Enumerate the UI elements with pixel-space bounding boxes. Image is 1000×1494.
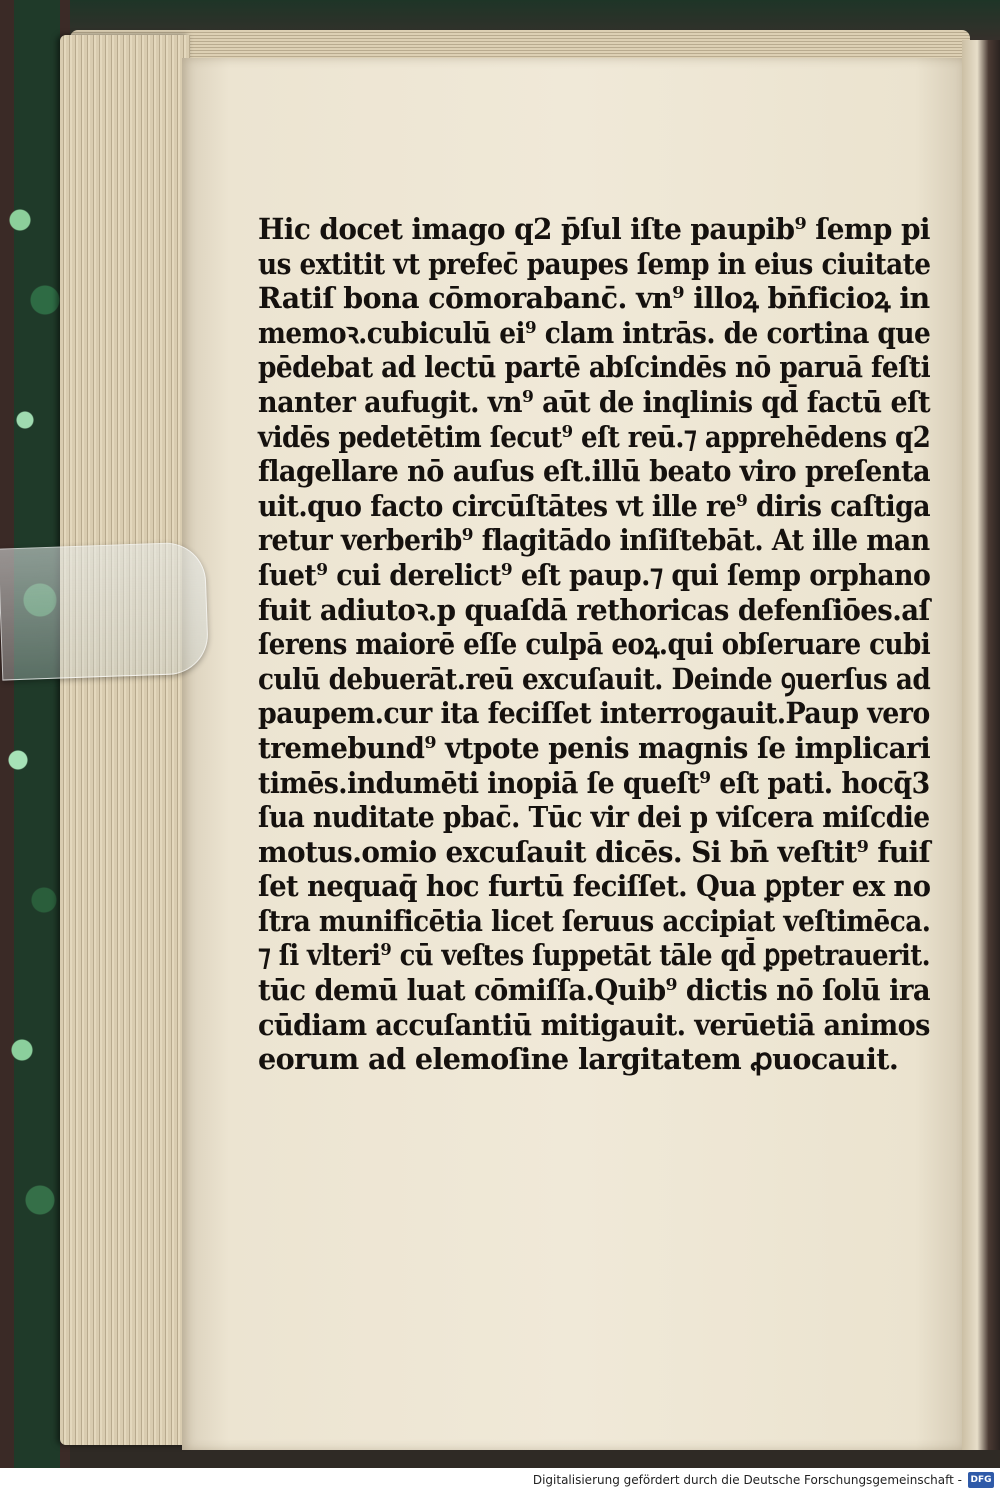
text-line: retur verberib⁹ flagitādo inſiſtebāt. At ille man bbox=[258, 523, 930, 558]
text-line: cūdiam accuſantiū mitigauit. verūetiā animos bbox=[258, 1007, 930, 1042]
text-line: fuit adiutoꝛ.p quaſdā rethoricas defenſiōes.aſ bbox=[258, 592, 930, 627]
page-edges-top bbox=[70, 30, 970, 60]
text-line: ſet nequaq̄ hoc furtū feciſſet. Qua ꝑpter ex no bbox=[258, 869, 931, 904]
text-line: ſua nuditate pbac̄. Tūc vir dei p viſcera miſcdie bbox=[258, 800, 930, 835]
text-line: memoꝛ.cubiculū ei⁹ clam intrās. de cortina que bbox=[258, 315, 931, 350]
text-line: timēs.indumēti inopiā ſe queſt⁹ eſt pati. hocq̄3 bbox=[258, 765, 930, 800]
facing-page-edge bbox=[962, 40, 1000, 1450]
text-line: motus.omio excuſauit dicēs. Si bn̄ veſtit⁹ fuiſ bbox=[258, 834, 931, 869]
footer-bar bbox=[0, 1468, 1000, 1494]
dfg-logo: DFG bbox=[968, 1472, 994, 1488]
text-line: tremebund⁹ vtpote penis magnis ſe implicari bbox=[258, 730, 931, 765]
text-line: ſerens maiorē eſſe culpā eoꝝ.qui obſeruare cubi bbox=[258, 627, 931, 662]
text-line: ſtra munificētia licet ſeruus accipiat veſtimēca. bbox=[258, 903, 931, 938]
page-edges bbox=[60, 35, 190, 1445]
text-line: culū debuerāt.reū excuſauit. Deinde ꝯuerſus ad bbox=[258, 661, 931, 696]
text-line: Ratiſ bona cōmorabanc̄. vn⁹ illoꝝ bn̄ficioꝝ in bbox=[258, 281, 930, 316]
funding-credit: Digitalisierung gefördert durch die Deutsche Forschungsgemeinschaft - bbox=[532, 1473, 962, 1487]
text-line: ſuet⁹ cui derelict⁹ eſt paup.⁊ qui ſemp orphano bbox=[258, 557, 931, 592]
text-line: flagellare nō auſus eſt.illū beato viro preſenta bbox=[258, 454, 931, 489]
text-line: paupem.cur ita feciſſet interrogauit.Paup vero bbox=[258, 696, 930, 731]
text-line: pēdebat ad lectū partē abſcindēs nō paruā feſti bbox=[258, 350, 931, 385]
text-line: nanter aufugit. vn⁹ aūt de inqlinis qd̄ factū eſt bbox=[258, 384, 931, 419]
text-line: us extitit vt prefec̄ paupes ſemp in eius ciuitate bbox=[258, 246, 931, 281]
text-line: eorum ad elemoſine largitatem ꝓuocauit. bbox=[258, 1042, 899, 1077]
text-line: ⁊ ſi vlteri⁹ cū veſtes ſuppetāt tāle qd̄ ꝑpetrauerit. bbox=[258, 938, 931, 973]
text-line: Hic docet imago q2 p̄ſul iſte paupib⁹ ſemp pi bbox=[258, 212, 930, 246]
text-line: vidēs pedetētim ſecut⁹ eſt reū.⁊ apprehēdens q2 bbox=[258, 419, 931, 454]
book-clip bbox=[0, 541, 209, 680]
text-line: uit.quo facto circūſtātes vt ille re⁹ diris caſtiga bbox=[258, 488, 931, 523]
text-line: tūc demū luat cōmiſſa.Quib⁹ dictis nō ſolū ira bbox=[258, 973, 930, 1008]
page-text bbox=[258, 212, 938, 1077]
